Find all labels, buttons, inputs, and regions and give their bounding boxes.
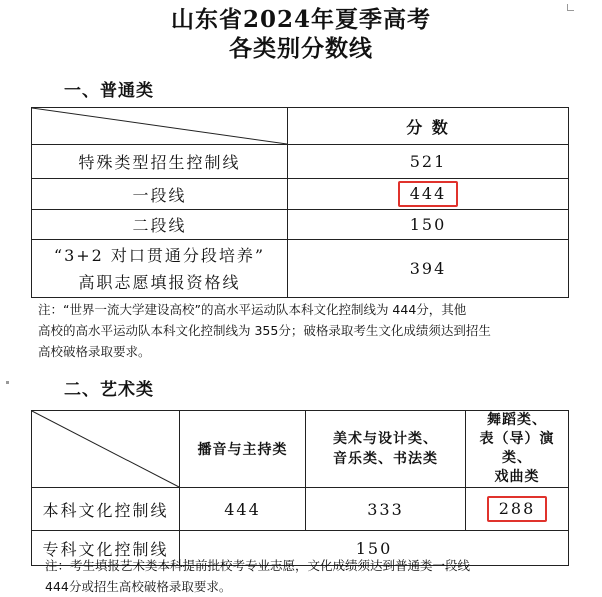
score-dance-cell <box>466 488 569 531</box>
row-value: 150 <box>288 210 569 240</box>
column-header-dance <box>466 411 569 488</box>
table-row <box>32 179 569 210</box>
row-value <box>288 179 569 210</box>
header-line: 表（导）演类、 <box>479 431 555 466</box>
column-header-fine-arts <box>306 411 466 488</box>
row-value: 150 <box>180 531 569 566</box>
table-row <box>32 210 569 240</box>
table-corner-cell <box>32 108 288 145</box>
table-corner-cell <box>32 411 180 488</box>
header-line: 舞蹈类、 <box>487 412 547 428</box>
note-line: 高校破格录取要求。 <box>38 344 151 359</box>
page-subtitle: 各类别分数线 <box>229 35 373 62</box>
page-title: 山东省2024年夏季高考 <box>170 6 431 33</box>
note-line: 高校的高水平运动队本科文化控制线为 355分；破格录取考生文化成绩须达到招生 <box>38 323 491 338</box>
score-fine-arts: 333 <box>306 488 466 531</box>
highlighted-score: 444 <box>398 181 459 207</box>
note-line: 444分或招生高校破格录取要求。 <box>45 579 232 594</box>
column-header-score: 分 数 <box>288 108 569 145</box>
general-note <box>38 299 568 362</box>
row-label: 本科文化控制线 <box>32 488 180 531</box>
table-row <box>32 240 569 298</box>
header-line: 戏曲类 <box>494 469 540 485</box>
score-broadcast: 444 <box>180 488 306 531</box>
header-line: 音乐类、书法类 <box>333 451 438 467</box>
table-row <box>32 145 569 179</box>
margin-dot <box>6 381 9 384</box>
row-label <box>32 240 288 298</box>
row-label-line2: 高职志愿填报资格线 <box>78 272 241 292</box>
highlighted-score: 288 <box>487 496 548 522</box>
note-line: 注：“世界一流大学建设高校”的高水平运动队本科文化控制线为 444分，其他 <box>38 302 467 317</box>
column-header-broadcast: 播音与主持类 <box>180 411 306 488</box>
art-note <box>45 555 575 597</box>
row-label: 二段线 <box>32 210 288 240</box>
row-label: 一段线 <box>32 179 288 210</box>
row-label: 专科文化控制线 <box>32 531 180 566</box>
row-label-line1: “3+2 对口贯通分段培养” <box>53 245 266 265</box>
table-row <box>32 488 569 531</box>
section-heading-general: 一、普通类 <box>64 81 154 101</box>
section-heading-art: 二、艺术类 <box>64 380 154 400</box>
note-line: 注：考生填报艺术类本科提前批校考专业志愿，文化成绩须达到普通类一段线 <box>45 558 471 573</box>
row-label: 特殊类型招生控制线 <box>32 145 288 179</box>
general-score-table <box>31 107 569 298</box>
row-value: 521 <box>288 145 569 179</box>
art-score-table <box>31 410 569 566</box>
header-line: 美术与设计类、 <box>333 431 438 447</box>
row-value: 394 <box>288 240 569 298</box>
